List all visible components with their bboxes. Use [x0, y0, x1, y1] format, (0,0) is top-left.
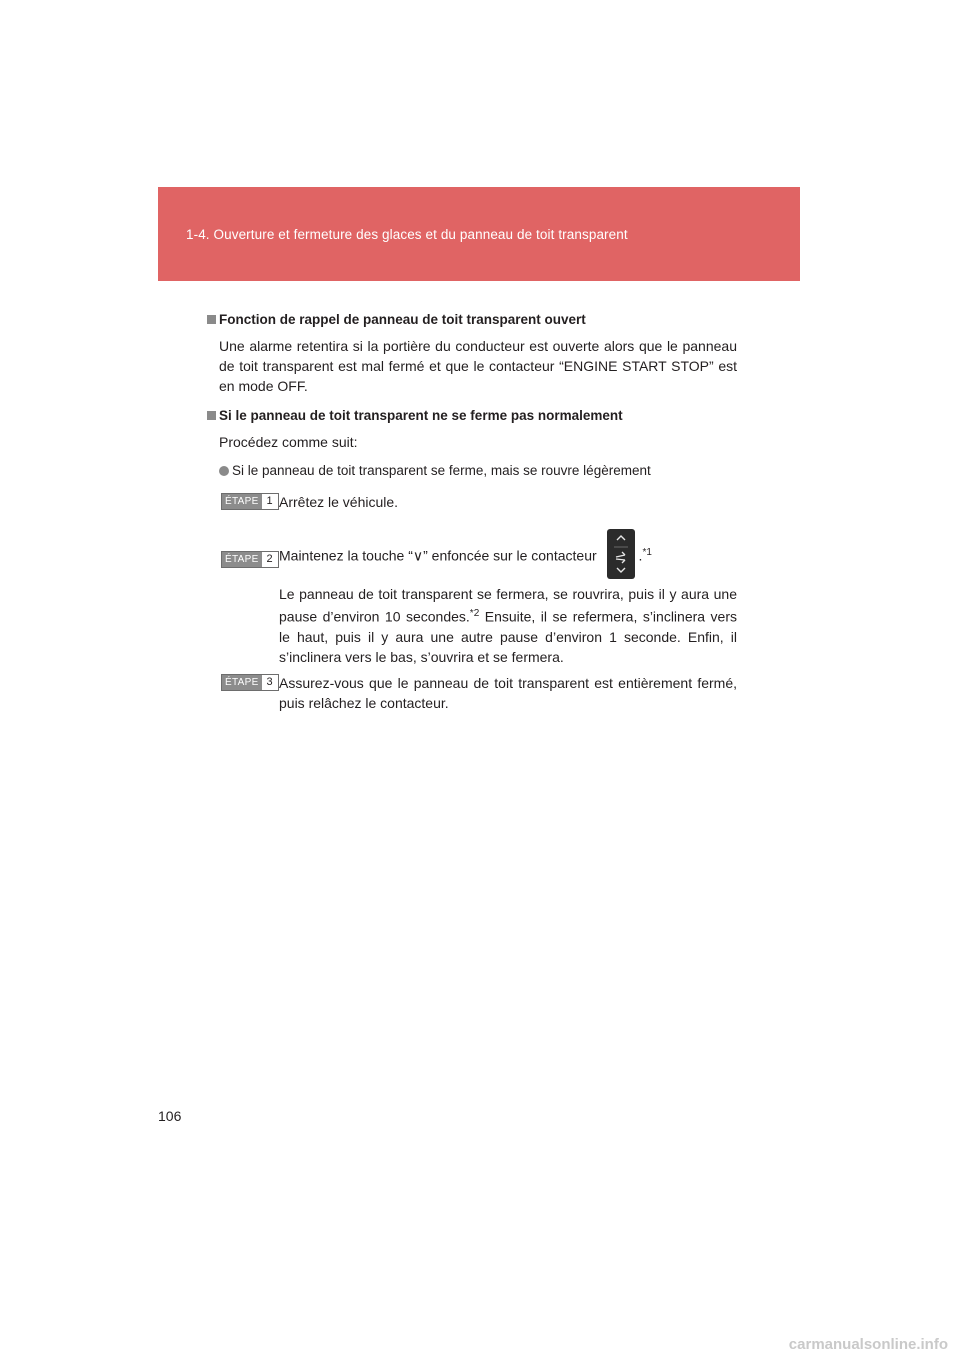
sunroof-switch-graphic — [607, 529, 635, 579]
step-3: ÉTAPE 3 Assurez-vous que le panneau de toit transparent est entièrement fermé, puis relâchez le contacteur. — [221, 673, 737, 713]
section-heading-reminder: Fonction de rappel de panneau de toit transparent ouvert — [207, 310, 737, 330]
step-badge: ÉTAPE 2 — [221, 551, 279, 568]
chapter-header — [158, 187, 800, 281]
procedure-intro: Procédez comme suit: — [219, 434, 358, 450]
step-1: ÉTAPE 1 Arrêtez le véhicule. — [221, 492, 737, 512]
step-2 — [221, 532, 737, 667]
sunroof-switch-icon — [607, 529, 635, 579]
reminder-text: Une alarme retentira si la portière du conducteur est ouverte alors que le panneau de toit transparent est mal fermé et que le contacteur “ENGINE START STOP” est en mode OFF. — [219, 338, 737, 394]
step-badge: ÉTAPE 3 — [221, 674, 279, 691]
section-heading-not-closing: Si le panneau de toit transparent ne se ferme pas normalement — [207, 406, 737, 426]
chapter-title: 1-4. Ouverture et fermeture des glaces et du panneau de toit transparent — [186, 227, 628, 242]
procedure-case: Si le panneau de toit transparent se ferme, mais se rouvre légèrement — [219, 461, 737, 481]
circle-bullet-icon — [219, 466, 229, 476]
step-badge: ÉTAPE 1 — [221, 493, 279, 510]
page-number: 106 — [158, 1108, 182, 1124]
step-2-instruction: Maintenez la touche “∨” enfoncée sur le contacteur .$^{*1}$ — [279, 532, 737, 582]
square-bullet-icon — [207, 411, 216, 420]
watermark: carmanualsonline.info — [788, 1336, 948, 1353]
step-2-detail: Le panneau de toit transparent se fermera, se rouvrira, puis il y aura une pause d’environ 10 secondes.$^{*2}$ Ensuite, il se refermera, s’inclinera vers le haut, puis il y aura une autre pause d’environ 1 seconde. Enfin, il s’inclinera vers le bas, s’ouvrira et se fermera. — [279, 586, 737, 665]
square-bullet-icon — [207, 315, 216, 324]
page-content — [207, 310, 737, 713]
